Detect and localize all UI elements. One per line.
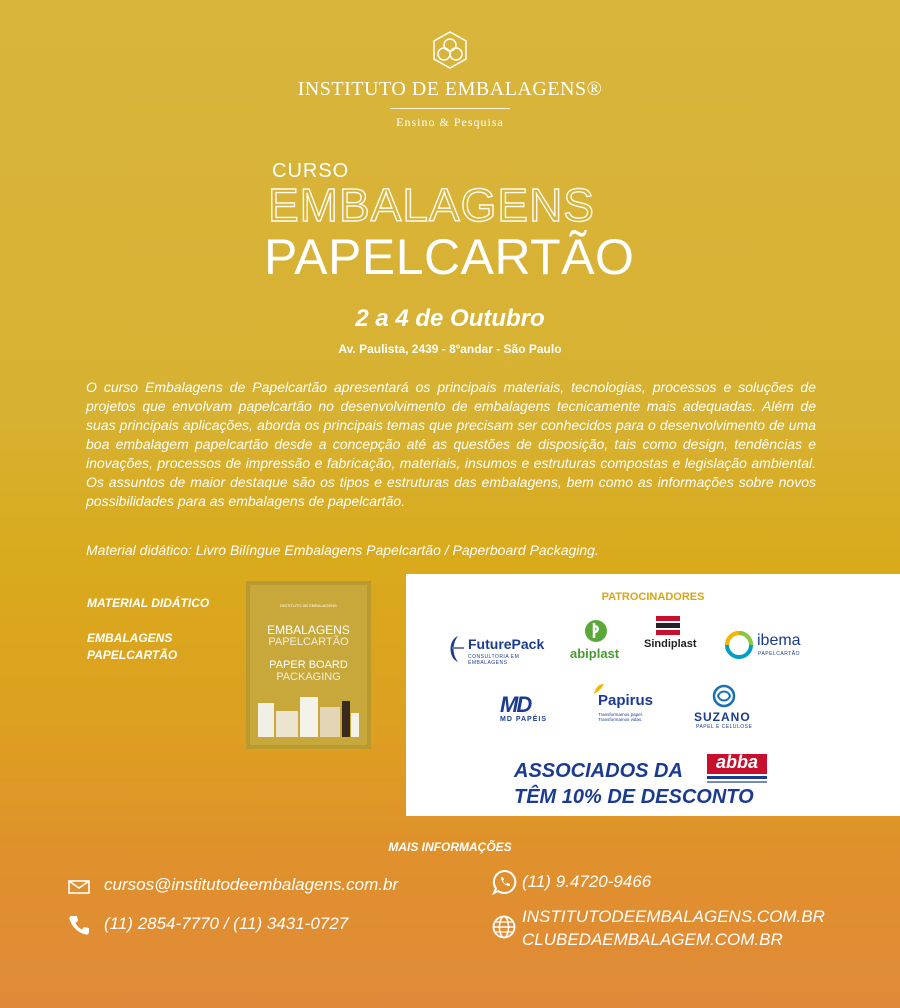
course-description: O curso Embalagens de Papelcartão apresentará os principais materiais, tecnologias, processos e soluções de projetos que envolvam papelcartão no desenvolvimento de embalagens tecnicamente mais adequadas. Além de suas principais aplicações, aborda os principais temas que precisam ser conhecidos para o desenvolvimento de uma boa embalagem papelcartão desde a concepção até as questões de disposição, tais como design, tendências e inovações, processos de impressão e fabricação, materiais, insumos e estruturas compostas e legislação ambiental. Os assuntos de maior destaque são os tipos e estruturas das embalagens, bem como as informações sobre novos possibilidades para as embalagens de papelcartão.	[86, 379, 816, 509]
material-label: MATERIAL DIDÁTICO	[87, 596, 210, 610]
suzano-sub: PAPEL E CELULOSE	[696, 724, 753, 730]
ibema-name: ibema	[757, 632, 801, 649]
sponsors-title: PATROCINADORES	[601, 591, 705, 603]
course-title-line2: PAPELCARTÃO	[264, 229, 635, 285]
abba-logo-rule2	[707, 781, 767, 783]
book-label: EMBALAGENS PAPELCARTÃO	[87, 631, 178, 662]
ibema-sub: PAPELCARTÃO	[758, 651, 800, 657]
sindiplast-name: Sindiplast	[644, 638, 697, 650]
book-cover	[246, 581, 371, 749]
abba-logo-text: abba	[715, 752, 758, 772]
book-cover-inner	[250, 585, 367, 745]
abiplast-icon	[584, 618, 608, 644]
institute-name: INSTITUTO DE EMBALAGENS®	[297, 78, 603, 100]
more-info-heading: MAIS INFORMAÇÕES	[388, 840, 512, 854]
sindiplast-icon	[656, 616, 680, 636]
institute-tagline: Ensino & Pesquisa	[396, 115, 504, 129]
contact-site1[interactable]: INSTITUTODEEMBALAGENS.COM.BR	[522, 907, 825, 926]
course-dates: 2 a 4 de Outubro	[355, 305, 545, 332]
contact-site2[interactable]: CLUBEDAEMBALAGEM.COM.BR	[522, 930, 783, 949]
abba-logo	[707, 754, 767, 786]
sponsor-abiplast-logo	[570, 618, 630, 668]
institute-logo-icon	[430, 30, 470, 70]
futurepack-name: FuturePack	[468, 636, 545, 652]
course-title-line1-text: EMBALAGENS	[268, 179, 595, 231]
sponsors-panel	[406, 574, 900, 816]
futurepack-icon	[444, 634, 466, 664]
abiplast-name: abiplast	[570, 646, 620, 661]
whatsapp-icon	[492, 869, 518, 895]
sponsor-mdpapeis-logo	[498, 692, 568, 724]
header-divider	[390, 108, 510, 109]
sponsor-futurepack-logo	[444, 634, 559, 666]
course-label: CURSO	[272, 160, 350, 182]
book-title4: PACKAGING	[276, 671, 341, 683]
book-title3: PAPER BOARD	[269, 659, 348, 671]
book-packages-illustration	[256, 689, 361, 741]
futurepack-sub: CONSULTORIA EM EMBALAGENS	[468, 654, 520, 666]
book-title1: EMBALAGENS	[267, 623, 350, 637]
sponsor-ibema-logo	[724, 630, 808, 662]
phone-icon	[68, 914, 90, 936]
course-title-line1	[268, 178, 595, 232]
course-address: Av. Paulista, 2439 - 8ºandar - São Paulo	[338, 342, 562, 356]
contact-phones[interactable]: (11) 2854-7770 / (11) 3431-0727	[104, 914, 349, 933]
suzano-icon	[712, 684, 736, 708]
mdpapeis-sub: MD PAPÉIS	[500, 716, 547, 723]
abba-logo-rule	[707, 776, 767, 779]
material-note: Material didático: Livro Bilíngue Embalagens Papelcartão / Paperboard Packaging.	[86, 542, 599, 558]
mdpapeis-name: MD	[500, 692, 531, 717]
papirus-name: Papirus	[598, 692, 654, 709]
sponsor-sindiplast-logo	[640, 616, 710, 666]
suzano-name: SUZANO	[694, 710, 751, 724]
discount-line1: ASSOCIADOS DA	[514, 760, 683, 782]
discount-line2: TÊM 10% DE DESCONTO	[514, 786, 754, 808]
envelope-icon	[68, 880, 90, 894]
papirus-sub: Transformamos papel. Transformamos vidas.	[598, 712, 643, 722]
ibema-icon	[724, 630, 754, 660]
book-publisher: INSTITUTO DE EMBALAGENS	[280, 603, 337, 608]
book-title2: PAPELCARTÃO	[268, 636, 349, 648]
sponsor-papirus-logo	[592, 682, 672, 726]
sponsor-suzano-logo	[694, 684, 764, 730]
contact-email[interactable]: cursos@institutodeembalagens.com.br	[104, 875, 399, 894]
contact-whatsapp[interactable]: (11) 9.4720-9466	[522, 872, 652, 891]
globe-icon	[492, 915, 516, 939]
